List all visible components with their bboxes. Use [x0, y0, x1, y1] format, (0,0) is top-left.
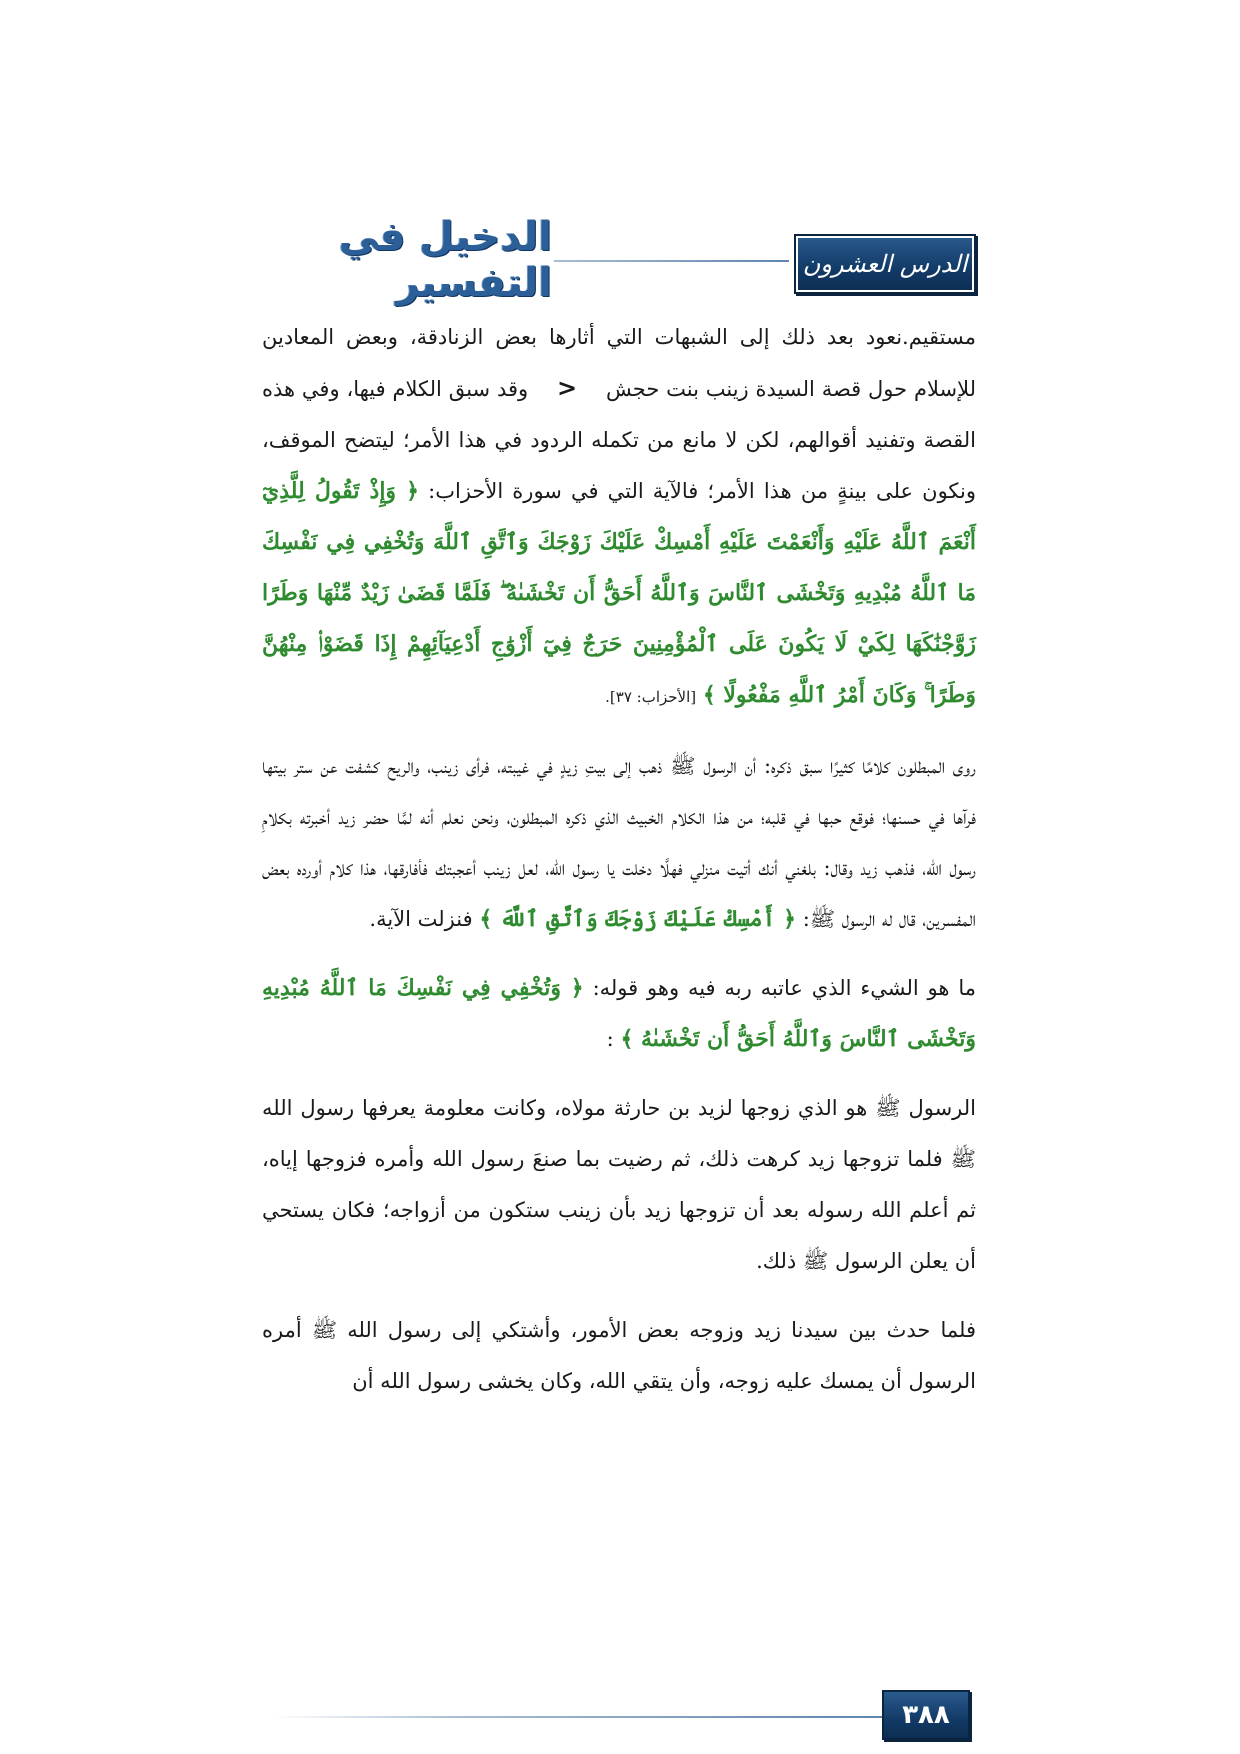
- paragraph-4-text: الرسول ﷺ هو الذي زوجها لزيد بن حارثة مولاه، وكانت معلومة يعرفها رسول الله ﷺ فلما تزوجها زيد كرهت ذلك، ثم رضيت بما صنعَ رسول الله وأمره فزوجها إياه، ثم أعلم الله رسوله بعد أن تزوجها زيد بأن زينب ستكون من أزواجه؛ فكان يستحي أن يعلن الرسول ﷺ ذلك.: [262, 1096, 976, 1273]
- paragraph-1-line-1: مستقيم.نعود بعد ذلك إلى الشبهات التي أثارها بعض الزنادقة، وبعض المعادين: [262, 325, 976, 349]
- paragraph-2-text: روى المبطلون كلامًا كثيرًا سبق ذكره: أن الرسول ﷺ ذهب إلى بيتِ زيدٍ في غيبته، فرأى زينب، والريح كشفت عن ستر بيتها فرآها في حسنها؛ فوقع حبها في قلبه؛ من هذا الكلام الخبيث الذي ذكره المبطلون، ونحن نعلم أنه لمَّا حضر زيد أخبرته بكلامِ رسول الله، فذهب زيد وقال: بلغني أنك أتيت منزلي فهلَّا دخلت يا رسول الله، لعل زينب أعجبتك فأفارقها، هذا كلام أورده بعض المفسرين، قال له الرسول ﷺ:: [262, 754, 976, 931]
- verse-reference: [الأحزاب: ٣٧].: [605, 688, 697, 706]
- paragraph-1-line-2: للإسلام حول قصة السيدة زينب بنت حجش: [605, 377, 977, 401]
- header-divider: [554, 260, 789, 262]
- paragraph-1: [262, 312, 976, 723]
- paragraph-5: [262, 1305, 976, 1407]
- book-title: [262, 214, 552, 306]
- paragraph-5-text: فلما حدث بين سيدنا زيد وزوجه بعض الأمور، وأشتكي إلى رسول الله ﷺ أمره الرسول أن يمسك عليه زوجه، وأن يتقي الله، وكان يخشى رسول الله أن: [262, 1318, 976, 1393]
- book-title-text: الدخيل في التفسير: [338, 214, 552, 306]
- paragraph-3: [262, 963, 976, 1065]
- quran-verse-1: ﴿ وَإِذْ تَقُولُ لِلَّذِيٓ أَنْعَمَ ٱللَّهُ عَلَيْهِ وَأَنْعَمْتَ عَلَيْهِ أَمْسِكْ عَلَيْكَ زَوْجَكَ وَٱتَّقِ ٱللَّهَ وَتُخْفِي فِي نَفْسِكَ مَا ٱللَّهُ مُبْدِيهِ وَتَخْشَى ٱلنَّاسَ وَٱللَّهُ أَحَقُّ أَن تَخْشَىٰهُ ۖ فَلَمَّا قَضَىٰ زَيْدٌ مِّنْهَا وَطَرًا زَوَّجْنَٰكَهَا لِكَيْ لَا يَكُونَ عَلَى ٱلْمُؤْمِنِينَ حَرَجٌ فِيٓ أَزْوَٰجِ أَدْعِيَآئِهِمْ إِذَا قَضَوْا۟ مِنْهُنَّ وَطَرًا ۚ وَكَانَ أَمْرُ ٱللَّهِ مَفْعُولًا ﴾: [262, 478, 976, 708]
- lesson-label: الدرس العشرون: [802, 250, 968, 278]
- lesson-label-box: [794, 234, 976, 294]
- page-header: [262, 214, 976, 306]
- quran-verse-3: ﴿ وَتُخْفِي فِي نَفْسِكَ مَا ٱللَّهُ مُبْدِيهِ وَتَخْشَى ٱلنَّاسَ وَٱللَّهُ أَحَقُّ أَن تَخْشَىٰهُ ﴾: [262, 975, 976, 1052]
- main-text: [262, 312, 976, 1425]
- paragraph-2-tail: فنزلت الآية.: [369, 907, 473, 931]
- arrow-icon: <: [557, 374, 578, 402]
- quran-verse-2: ﴿ أَمْسِكْ عَلَيْكَ زَوْجَكَ وَٱتَّقِ ٱللَّهَ ﴾: [479, 906, 796, 932]
- page-number: ٣٨٨: [902, 1700, 950, 1730]
- paragraph-3-tail: :: [606, 1027, 614, 1051]
- paragraph-3-text: ما هو الشيء الذي عاتبه ربه فيه وهو قوله:: [592, 976, 976, 1000]
- footer-divider: [272, 1716, 882, 1718]
- paragraph-4: [262, 1083, 976, 1287]
- paragraph-2: [262, 741, 976, 945]
- paragraph-1-continuation: وقد سبق الكلام فيها، وفي هذه القصة وتفنيد أقوالهم، لكن لا مانع من تكمله الردود في هذا الأمر؛ ليتضح الموقف، ونكون على بينةٍ من هذا الأمر؛ فالآية التي في سورة الأحزاب:: [262, 377, 976, 503]
- page-number-box: [882, 1690, 970, 1740]
